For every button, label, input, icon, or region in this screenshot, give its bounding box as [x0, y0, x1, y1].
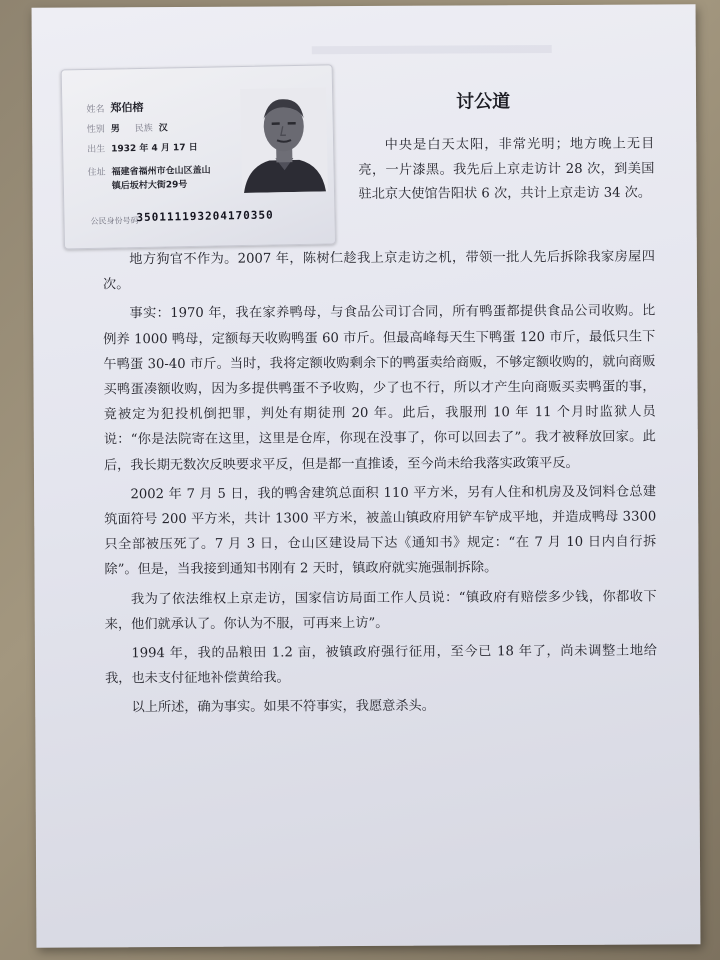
id-sex-label: 性别: [86, 124, 105, 136]
intro-paragraph: 中央是白天太阳，非常光明；地方晚上无目亮，一片漆黑。我先后上京走访计 28 次，到美国驻北京大使馆告阳状 6 次，共计上京走访 34 次。: [358, 136, 655, 203]
id-sex-value: 男: [110, 124, 120, 135]
id-card: [61, 64, 336, 249]
id-portrait-photo: [240, 87, 328, 193]
id-number: 350111193204170350: [136, 208, 274, 225]
id-ethnicity-label: 民族: [134, 123, 153, 135]
id-number-label: 公民身份号码: [90, 216, 139, 226]
id-address-line2: 镇后坂村大街29号: [111, 180, 188, 192]
body-paragraph: 2002 年 7 月 5 日，我的鸭舍建筑总面积 110 平方米，另有人住和机房及及饲料仓总建筑面符号 200 平方米，共计 1300 平方米，被盖山镇政府用铲车铲成平地，并造成鸭母 3300 只全部被压死了。7 月 3 日，仓山区建设局下达《通知书》规定：“在 7 月 10 日内自行拆除”。但是，当我接到通知书刚有 2 天时，镇政府就实施强制拆除。: [104, 484, 657, 578]
id-ethnicity-value: 汉: [158, 123, 168, 134]
document-body: [103, 244, 657, 725]
body-paragraph: 1994 年，我的品粮田 1.2 亩，被镇政府强行征用，至今已 18 年了，尚未调整土地给我，也未支付征地补偿黄给我。: [105, 643, 657, 687]
id-birth-value: 1932 年 4 月 17 日: [111, 142, 198, 155]
body-paragraph: 事实：1970 年，我在家养鸭母，与食品公司订合同，所有鸭蛋都提供食品公司收购。比例养 1000 鸭母，定额每天收购鸭蛋 60 市斤。但最高峰每天生下鸭蛋 120 市斤，最低只生下午鸭蛋 30-40 市斤。当时，我将定额收购剩余下的鸭蛋卖给商贩，不够定额收购的，就向商贩买鸭蛋凑额收购，因为多提供鸭蛋不予收购，少了也不行，所以才产生向商贩买卖鸭蛋的事，竟被定为犯投机倒把罪，判处有期徒刑 20 年。此后，我服刑 10 年 11 个月时监狱人员说：“你是法院寄在这里，这里是仓库，你现在没事了，你可以回去了”。我才被释放回家。此后，我长期无数次反映要求平反，但是都一直推诿，至今尚未给我落实政策平反。: [103, 303, 656, 473]
id-address-line1: 福建省福州市仓山区盖山: [111, 165, 211, 178]
id-address-row: [87, 163, 210, 178]
body-paragraph: 我为了依法维权上京走访，国家信访局面工作人员说：“镇政府有赔偿多少钱，你都收下来，他们就承认了。你认为不服，可再来上访”。: [104, 589, 657, 633]
id-birth-label: 出生: [87, 144, 106, 156]
body-paragraph: 地方狗官不作为。2007 年，陈树仁趁我上京走访之机，带领一批人先后拆除我家房屋四次。: [102, 249, 655, 293]
show-through-text: [312, 45, 552, 54]
id-birth-row: [87, 140, 198, 155]
document-title: 讨公道: [455, 91, 511, 113]
paper-sheet: [32, 4, 701, 947]
id-name-row: [86, 99, 143, 116]
id-sex-row: [87, 120, 168, 135]
body-paragraph: 以上所述，确为事实。如果不符事实，我愿意杀头。: [131, 699, 435, 716]
id-name-label: 姓名: [86, 104, 105, 116]
id-name-value: 郑伯榕: [110, 100, 144, 115]
id-address-row-2: [112, 177, 188, 191]
id-address-label: 住址: [87, 167, 106, 179]
